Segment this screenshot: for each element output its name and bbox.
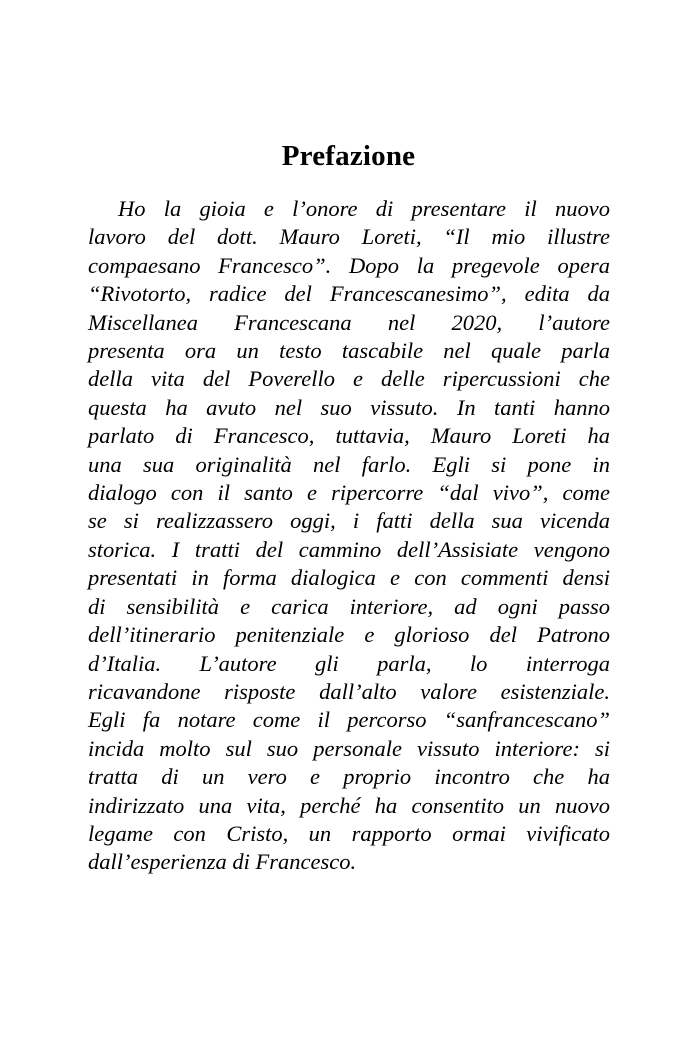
paragraph-line: presenta ora un testo tascabile nel quale parla — [88, 338, 610, 364]
paragraph-line: parlato di Francesco, tuttavia, Mauro Loreti ha — [88, 423, 610, 449]
paragraph-line: lavoro del dott. Mauro Loreti, “Il mio illustre — [88, 224, 610, 250]
paragraph-line: “Rivotorto, radice del Francescanesimo”, edita da — [88, 281, 610, 307]
paragraph-line: tratta di un vero e proprio incontro che ha — [88, 764, 610, 790]
paragraph-line: incida molto sul suo personale vissuto interiore: si — [88, 735, 610, 761]
paragraph-line: dall’esperienza di Francesco. — [88, 849, 357, 875]
paragraph-line: dialogo con il santo e ripercorre “dal vivo”, come — [88, 480, 610, 506]
paragraph-line: dell’itinerario penitenziale e glorioso del Patrono — [88, 622, 610, 648]
paragraph-line: storica. I tratti del cammino dell’Assisiate vengono — [88, 536, 610, 562]
paragraph-line: Ho la gioia e l’onore di presentare il nuovo — [118, 196, 610, 221]
paragraph-line: questa ha avuto nel suo vissuto. In tanti hanno — [88, 394, 610, 420]
paragraph-line: se si realizzassero oggi, i fatti della sua vicenda — [88, 508, 610, 534]
paragraph-line: d’Italia. L’autore gli parla, lo interroga — [88, 650, 610, 676]
paragraph-line: compaesano Francesco”. Dopo la pregevole opera — [88, 252, 610, 278]
paragraph-line: presentati in forma dialogica e con commenti densi — [88, 565, 610, 591]
paragraph-line: Miscellanea Francescana nel 2020, l’autore — [88, 309, 610, 335]
page-title: Prefazione — [281, 140, 416, 172]
paragraph-line: una sua originalità nel farlo. Egli si pone in — [88, 451, 610, 477]
paragraph-line: Egli fa notare come il percorso “sanfrancescano” — [88, 707, 610, 733]
paragraph-line: della vita del Poverello e delle ripercussioni che — [88, 366, 610, 392]
paragraph-line: legame con Cristo, un rapporto ormai vivificato — [88, 820, 610, 846]
paragraph-line: ricavandone risposte dall’alto valore esistenziale. — [88, 678, 610, 704]
paragraph-line: indirizzato una vita, perché ha consentito un nuovo — [88, 792, 610, 818]
preface-paragraph — [88, 195, 610, 877]
paragraph-line: di sensibilità e carica interiore, ad ogni passo — [88, 593, 610, 619]
